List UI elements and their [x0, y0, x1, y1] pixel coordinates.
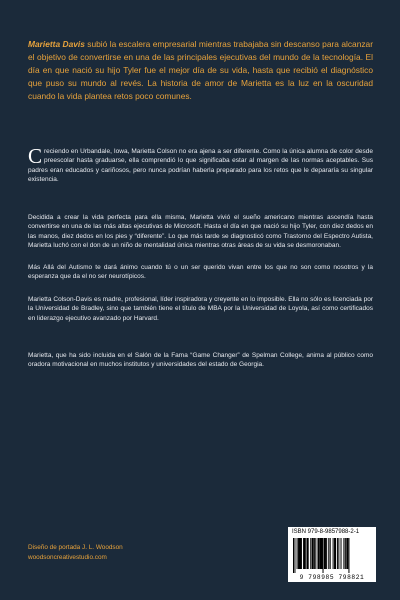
barcode-bar: [297, 538, 298, 569]
barcode-bar: [341, 538, 342, 569]
paragraph-bio: Marietta Colson-Davis es madre, profesional, líder inspiradora y creyente en lo imposible. Ella no sólo es licenciada por la Universidad de Bradley, sino que también tiene el título de MBA por la Universidad de Loyola, así como certificados en liderazgo ejecutivo avanzado por Harvard.: [28, 296, 373, 322]
paragraph-speaker: Marietta, que ha sido incluida en el Salón de la Fama “Game Changer” de Spelman College, anima al público como oradora motivacional en muchos institutos y universidades del estado de Georgia.: [28, 352, 373, 369]
paragraph-childhood: [28, 144, 373, 185]
barcode-bar: [323, 538, 324, 573]
drop-cap: C: [28, 144, 43, 168]
barcode-bar: [320, 538, 323, 569]
barcode-bar: [330, 538, 331, 569]
barcode-bar: [345, 538, 346, 569]
barcode-bar: [298, 538, 301, 569]
barcode-bar: [338, 538, 339, 569]
barcode-bar: [301, 538, 302, 569]
isbn-barcode-box: [288, 527, 376, 582]
intro-text: subió la escalera empresarial mientras trabajaba sin descanso para alcanzar el objetivo de convertirse en una de las principales ejecutivas del mundo de la tecnología. El día en que nació su hijo Tyler fue el mejor día de su vida, hasta que recibió el diagnóstico que puso su mundo al revés. La historia de amor de Marietta es la luz en la oscuridad cuando la vida plantea retos poco comunes.: [28, 39, 373, 102]
paragraph-childhood-text: reciendo en Urbandale, Iowa, Marietta Colson no era ajena a ser diferente. Como la única alumna de color desde preescolar hasta graduarse, ella comprendió lo que significaba estar al margen de las normas aceptables. Sus padres eran educados y cariñosos, pero nunca podrían haberla preparado para los retos que le depararía su singular existencia.: [28, 148, 373, 184]
barcode-bar: [312, 538, 314, 569]
barcode-bar: [305, 538, 306, 569]
paragraph-hope: Más Allá del Autismo te dará ánimo cuando tú o un ser querido vivan entre los que no son como nosotros y la esperanza que da el no ser neurotípicos.: [28, 264, 373, 281]
isbn-label: ISBN 979-8-9857988-2-1: [292, 529, 360, 535]
barcode-bar: [294, 538, 295, 573]
barcode-bar: [303, 538, 305, 569]
credit-designer: Diseño de portada J. L. Woodson: [28, 544, 123, 551]
barcode-bar: [326, 538, 327, 569]
barcode-bar: [337, 538, 338, 569]
barcode-icon: [293, 538, 371, 573]
cover-design-credit: [28, 543, 123, 563]
barcode-bar: [343, 538, 344, 569]
barcode-bar: [317, 538, 319, 569]
barcode-bar: [328, 538, 329, 569]
barcode-bar: [348, 538, 349, 573]
barcode-bar: [333, 538, 334, 569]
credit-website: woodsoncreativestudio.com: [28, 553, 107, 561]
barcode-bar: [315, 538, 316, 569]
barcode-bar: [324, 538, 326, 569]
barcode-bar: [293, 538, 294, 573]
barcode-bar: [346, 538, 348, 569]
author-name: Marietta Davis: [28, 39, 85, 49]
barcode-bar: [334, 538, 336, 569]
isbn-digits: 9 798985 798821: [299, 574, 365, 581]
barcode-bar: [307, 538, 309, 569]
intro-blurb: [28, 38, 373, 103]
paragraph-career: Decidida a crear la vida perfecta para ella misma, Marietta vivió el sueño americano mientras ascendía hasta convertirse en una de las más altas ejecutivas de Microsoft. Hasta el día en que nació su hijo Tyler, con diez dedos en las manos, diez dedos en los pies y “diferente”. Lo que más tarde se diagnosticó como Trastorno del Espectro Autista, Marietta luchó con el don de un niño de mentalidad única mientras otras áreas de su vida se desmoronaban.: [28, 214, 373, 250]
barcode-bar: [310, 538, 311, 569]
barcode-bar: [314, 538, 315, 569]
